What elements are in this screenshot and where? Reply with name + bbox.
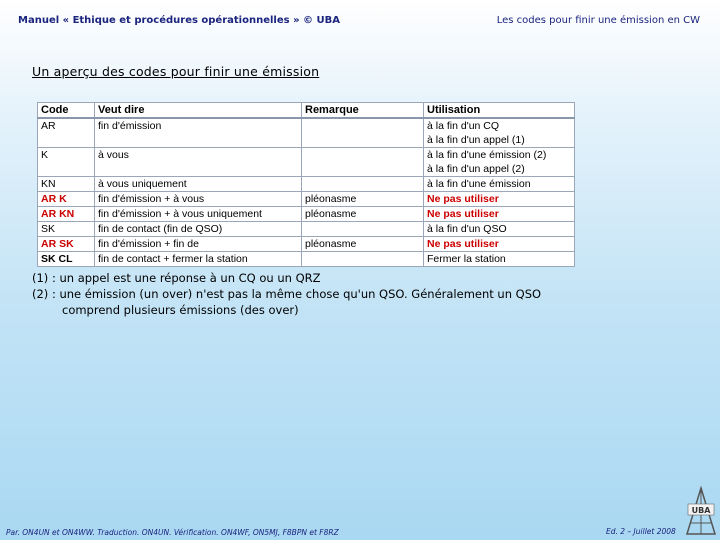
table-row [38,148,575,177]
header-manual-title: Manuel « Ethique et procédures opérationnelles » © UBA [18,15,340,26]
table-header-row [38,103,575,119]
cell-remark: pléonasme [302,237,424,252]
usage-line: Ne pas utiliser [427,193,499,205]
cell-usage [424,207,575,222]
header-section-title: Les codes pour finir une émission en CW [496,15,700,26]
cell-meaning: fin d'émission + à vous uniquement [95,207,302,222]
usage-line: à la fin d'un CQ [427,120,500,132]
cell-usage [424,177,575,192]
cell-remark [302,177,424,192]
usage-line: à la fin d'un QSO [427,223,507,235]
usage-line: à la fin d'une émission [427,178,531,190]
cell-usage [424,118,575,148]
cell-usage [424,237,575,252]
table-row [38,252,575,267]
cell-meaning: fin de contact + fermer la station [95,252,302,267]
footnote-1: (1) : un appel est une réponse à un CQ ou un QRZ [32,271,321,285]
cell-code: AR [38,118,95,148]
cell-code: K [38,148,95,177]
cell-usage [424,148,575,177]
table-row [38,222,575,237]
cell-code: KN [38,177,95,192]
cell-remark [302,148,424,177]
cell-remark [302,222,424,237]
cell-meaning: à vous uniquement [95,177,302,192]
table-row [38,118,575,148]
cell-usage [424,192,575,207]
usage-line: Ne pas utiliser [427,238,499,250]
footnote-2-continued: comprend plusieurs émissions (des over) [62,303,299,317]
cell-code: AR K [38,192,95,207]
cell-remark: pléonasme [302,192,424,207]
uba-tower-logo-icon [684,486,718,538]
table-body [38,118,575,267]
footnote-2: (2) : une émission (un over) n'est pas la même chose qu'un QSO. Généralement un QSO [32,287,542,301]
col-header-meaning: Veut dire [95,103,302,119]
footer-credits: Par. ON4UN et ON4WW. Traduction. ON4UN. Vérification. ON4WF, ON5MJ, F8BPN et F8RZ [6,528,339,537]
footer-edition: Ed. 2 – Juillet 2008 [606,527,676,536]
cell-meaning: fin d'émission [95,118,302,148]
table-row [38,237,575,252]
table-row [38,207,575,222]
usage-line: Ne pas utiliser [427,208,499,220]
col-header-remark: Remarque [302,103,424,119]
cell-meaning: fin d'émission + fin de [95,237,302,252]
table-row [38,192,575,207]
cell-meaning: à vous [95,148,302,177]
cell-meaning: fin d'émission + à vous [95,192,302,207]
footnotes [32,270,592,318]
cell-usage [424,252,575,267]
cell-code: SK [38,222,95,237]
cell-remark [302,118,424,148]
usage-line: Fermer la station [427,253,506,265]
col-header-code: Code [38,103,95,119]
uba-logo-text: UBA [691,506,711,515]
usage-line: à la fin d'une émission (2) [427,149,547,161]
cell-remark [302,252,424,267]
cell-usage [424,222,575,237]
table-row [38,177,575,192]
cell-meaning: fin de contact (fin de QSO) [95,222,302,237]
cell-code: SK CL [38,252,95,267]
cell-code: AR KN [38,207,95,222]
cell-code: AR SK [38,237,95,252]
cell-remark: pléonasme [302,207,424,222]
usage-line: à la fin d'un appel (2) [427,163,525,175]
usage-line: à la fin d'un appel (1) [427,134,525,146]
codes-table [37,102,575,267]
col-header-usage: Utilisation [424,103,575,119]
page-title: Un aperçu des codes pour finir une émission [32,64,320,79]
